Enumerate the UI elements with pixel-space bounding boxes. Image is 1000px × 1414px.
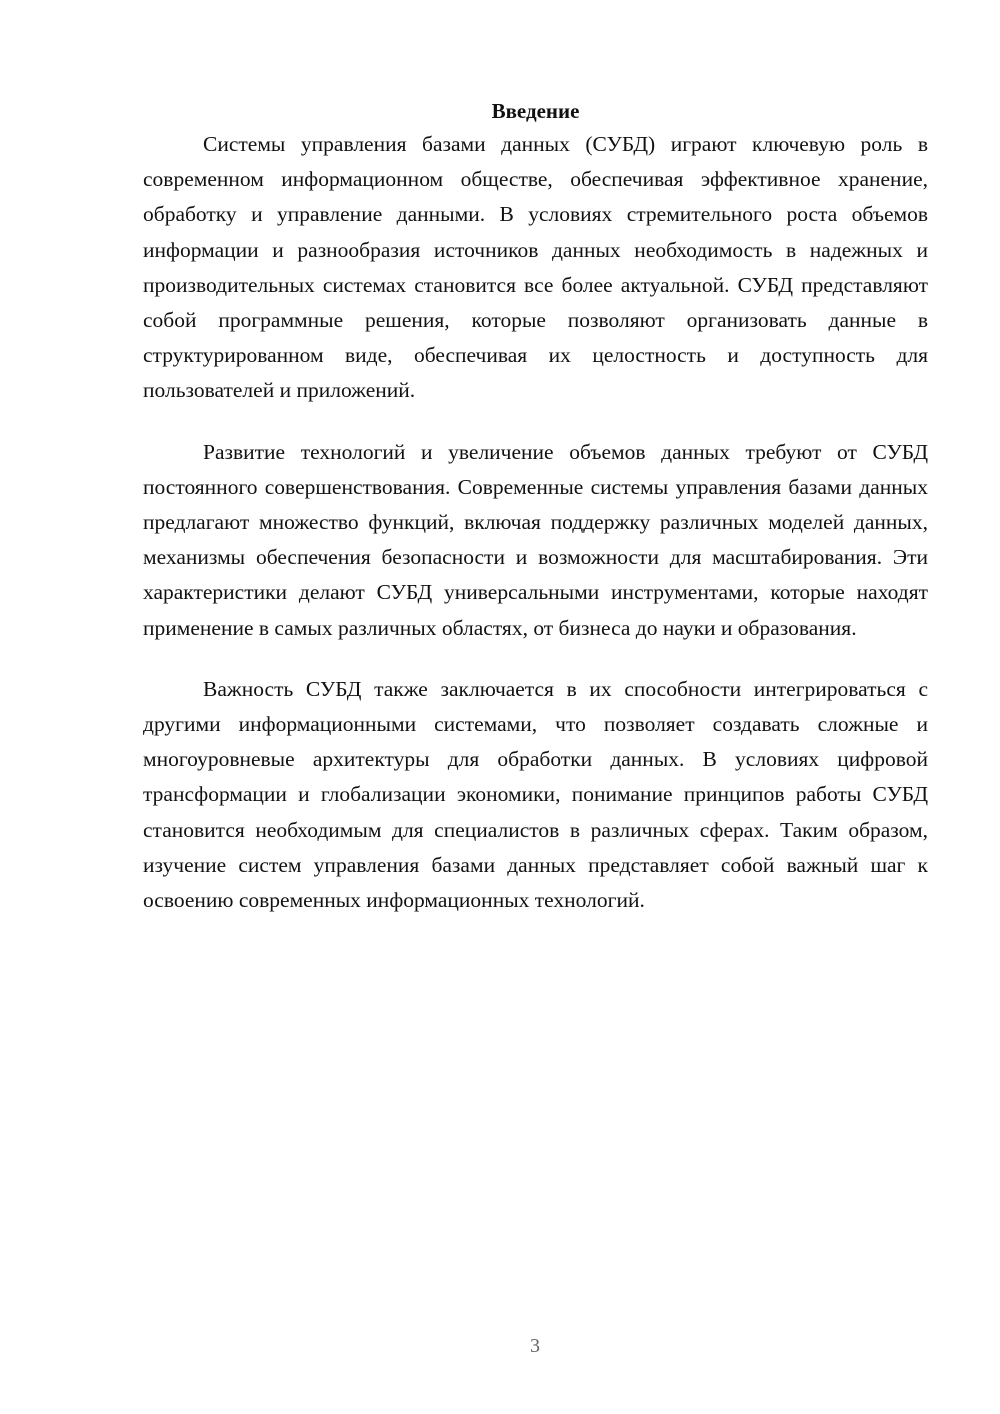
page-number: 3	[530, 1335, 540, 1357]
page-content	[143, 95, 928, 944]
paragraph-2: Развитие технологий и увеличение объемов данных требуют от СУБД постоянного совершенствования. Современные системы управления базами данных предлагают множество функций, включая поддержку различных моделей данных, механизмы обеспечения безопасности и возможности для масштабирования. Эти характеристики делают СУБД универсальными инструментами, которые находят применение в самых различных областях, от бизнеса до науки и образования.	[143, 439, 928, 640]
section-title: Введение	[491, 99, 580, 123]
paragraph-1: Системы управления базами данных (СУБД) играют ключевую роль в современном информационном обществе, обеспечивая эффективное хранение, обработку и управление данными. В условиях стремительного роста объемов информации и разнообразия источников данных необходимость в надежных и производительных системах становится все более актуальной. СУБД представляют собой программные решения, которые позволяют организовать данные в структурированном виде, обеспечивая их целостность и доступность для пользователей и приложений.	[143, 132, 928, 403]
paragraph-3: Важность СУБД также заключается в их способности интегрироваться с другими информационными системами, что позволяет создавать сложные и многоуровневые архитектуры для обработки данных. В условиях цифровой трансформации и глобализации экономики, понимание принципов работы СУБД становится необходимым для специалистов в различных сферах. Таким образом, изучение систем управления базами данных представляет собой важный шаг к освоению современных информационных технологий.	[143, 676, 928, 913]
